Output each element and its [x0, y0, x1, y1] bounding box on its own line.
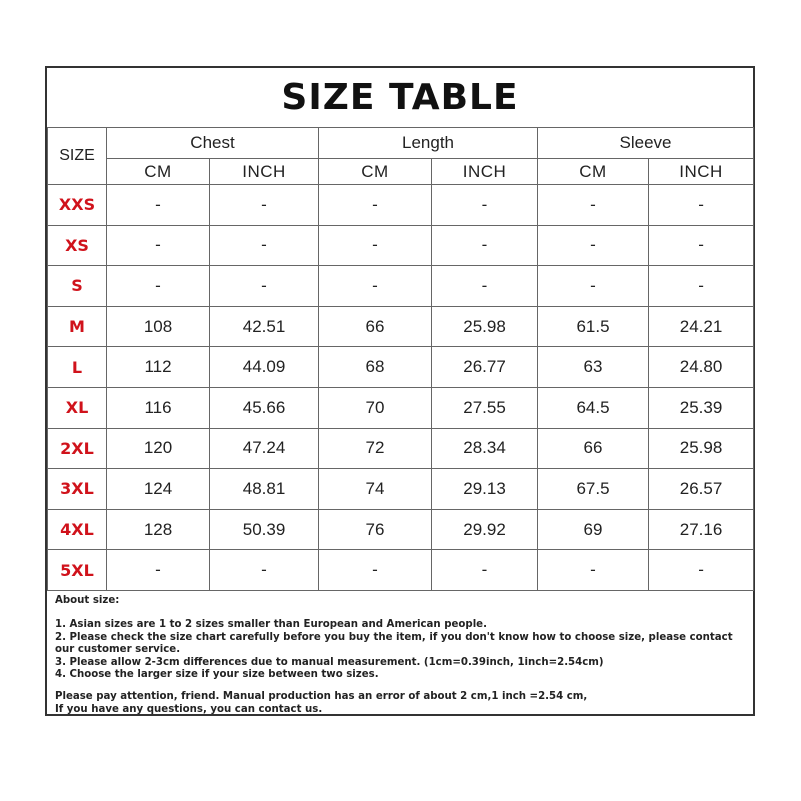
- table-cell: -: [319, 225, 432, 266]
- size-table: [47, 127, 754, 591]
- table-cell: 64.5: [538, 387, 649, 428]
- size-notes: [55, 595, 747, 716]
- table-cell: -: [319, 185, 432, 226]
- chest-header: Chest: [107, 128, 319, 159]
- notes-heading: About size:: [55, 595, 120, 606]
- table-cell: 67.5: [538, 469, 649, 510]
- size-label: XL: [48, 387, 107, 428]
- table-cell: -: [432, 550, 538, 591]
- table-cell: -: [649, 266, 754, 307]
- table-cell: 72: [319, 428, 432, 469]
- table-cell: 116: [107, 387, 210, 428]
- note-item: 3. Please allow 2-3cm differences due to manual measurement. (1cm=0.39inch, 1inch=2.54cm): [55, 656, 604, 668]
- footer-note: Please pay attention, friend. Manual production has an error of about 2 cm,1 inch =2.54 cm,: [55, 691, 588, 703]
- table-row: [48, 387, 754, 428]
- table-cell: 26.57: [649, 469, 754, 510]
- table-row: [48, 306, 754, 347]
- table-cell: -: [538, 185, 649, 226]
- table-cell: 74: [319, 469, 432, 510]
- spacer: [55, 607, 747, 619]
- table-cell: 108: [107, 306, 210, 347]
- table-cell: 76: [319, 509, 432, 550]
- table-cell: 48.81: [210, 469, 319, 510]
- table-cell: -: [107, 225, 210, 266]
- table-cell: -: [538, 225, 649, 266]
- unit-header: CM: [107, 159, 210, 185]
- table-cell: 29.92: [432, 509, 538, 550]
- table-cell: 47.24: [210, 428, 319, 469]
- unit-header: INCH: [432, 159, 538, 185]
- size-chart: [45, 66, 755, 716]
- table-cell: 128: [107, 509, 210, 550]
- table-cell: 120: [107, 428, 210, 469]
- table-cell: 44.09: [210, 347, 319, 388]
- unit-header: CM: [538, 159, 649, 185]
- table-cell: 25.98: [649, 428, 754, 469]
- table-cell: 27.16: [649, 509, 754, 550]
- table-row: [48, 266, 754, 307]
- size-label: M: [48, 306, 107, 347]
- table-cell: 25.98: [432, 306, 538, 347]
- table-cell: 68: [319, 347, 432, 388]
- table-row: [48, 550, 754, 591]
- size-column-header: SIZE: [48, 128, 107, 185]
- table-cell: 124: [107, 469, 210, 510]
- table-cell: 42.51: [210, 306, 319, 347]
- unit-header: INCH: [649, 159, 754, 185]
- table-row: [48, 428, 754, 469]
- length-header: Length: [319, 128, 538, 159]
- table-cell: -: [432, 225, 538, 266]
- table-cell: 66: [319, 306, 432, 347]
- table-cell: -: [210, 225, 319, 266]
- size-label: 4XL: [48, 509, 107, 550]
- table-cell: -: [210, 550, 319, 591]
- footer-note: If you have any questions, you can contact us.: [55, 703, 323, 715]
- table-cell: 66: [538, 428, 649, 469]
- size-label: S: [48, 266, 107, 307]
- table-row: [48, 347, 754, 388]
- spacer: [55, 681, 747, 691]
- table-cell: -: [432, 185, 538, 226]
- table-cell: 45.66: [210, 387, 319, 428]
- table-cell: -: [649, 225, 754, 266]
- table-cell: -: [107, 185, 210, 226]
- table-cell: -: [538, 550, 649, 591]
- note-item: 2. Please check the size chart carefully before you buy the item, if you don't know how to choose size, please contact our customer service.: [55, 631, 733, 656]
- size-label: L: [48, 347, 107, 388]
- sleeve-header: Sleeve: [538, 128, 754, 159]
- table-cell: -: [538, 266, 649, 307]
- table-cell: -: [432, 266, 538, 307]
- table-row: [48, 225, 754, 266]
- table-cell: -: [210, 185, 319, 226]
- table-cell: 24.80: [649, 347, 754, 388]
- table-row: [48, 469, 754, 510]
- unit-header: CM: [319, 159, 432, 185]
- table-cell: 50.39: [210, 509, 319, 550]
- note-item: 1. Asian sizes are 1 to 2 sizes smaller than European and American people.: [55, 619, 487, 631]
- size-label: 3XL: [48, 469, 107, 510]
- table-cell: 25.39: [649, 387, 754, 428]
- table-row: [48, 185, 754, 226]
- table-cell: 28.34: [432, 428, 538, 469]
- table-cell: -: [649, 550, 754, 591]
- table-cell: 112: [107, 347, 210, 388]
- page-title: SIZE TABLE: [47, 68, 753, 128]
- table-cell: 61.5: [538, 306, 649, 347]
- size-label: 2XL: [48, 428, 107, 469]
- unit-header: INCH: [210, 159, 319, 185]
- size-label: XXS: [48, 185, 107, 226]
- table-cell: 70: [319, 387, 432, 428]
- table-cell: 63: [538, 347, 649, 388]
- table-cell: -: [319, 266, 432, 307]
- table-cell: 26.77: [432, 347, 538, 388]
- table-cell: -: [319, 550, 432, 591]
- table-cell: 24.21: [649, 306, 754, 347]
- table-cell: 29.13: [432, 469, 538, 510]
- table-cell: -: [210, 266, 319, 307]
- table-cell: 69: [538, 509, 649, 550]
- size-label: 5XL: [48, 550, 107, 591]
- size-label: XS: [48, 225, 107, 266]
- table-cell: -: [107, 550, 210, 591]
- table-row: [48, 509, 754, 550]
- table-cell: -: [107, 266, 210, 307]
- table-cell: 27.55: [432, 387, 538, 428]
- table-cell: -: [649, 185, 754, 226]
- note-item: 4. Choose the larger size if your size between two sizes.: [55, 669, 379, 681]
